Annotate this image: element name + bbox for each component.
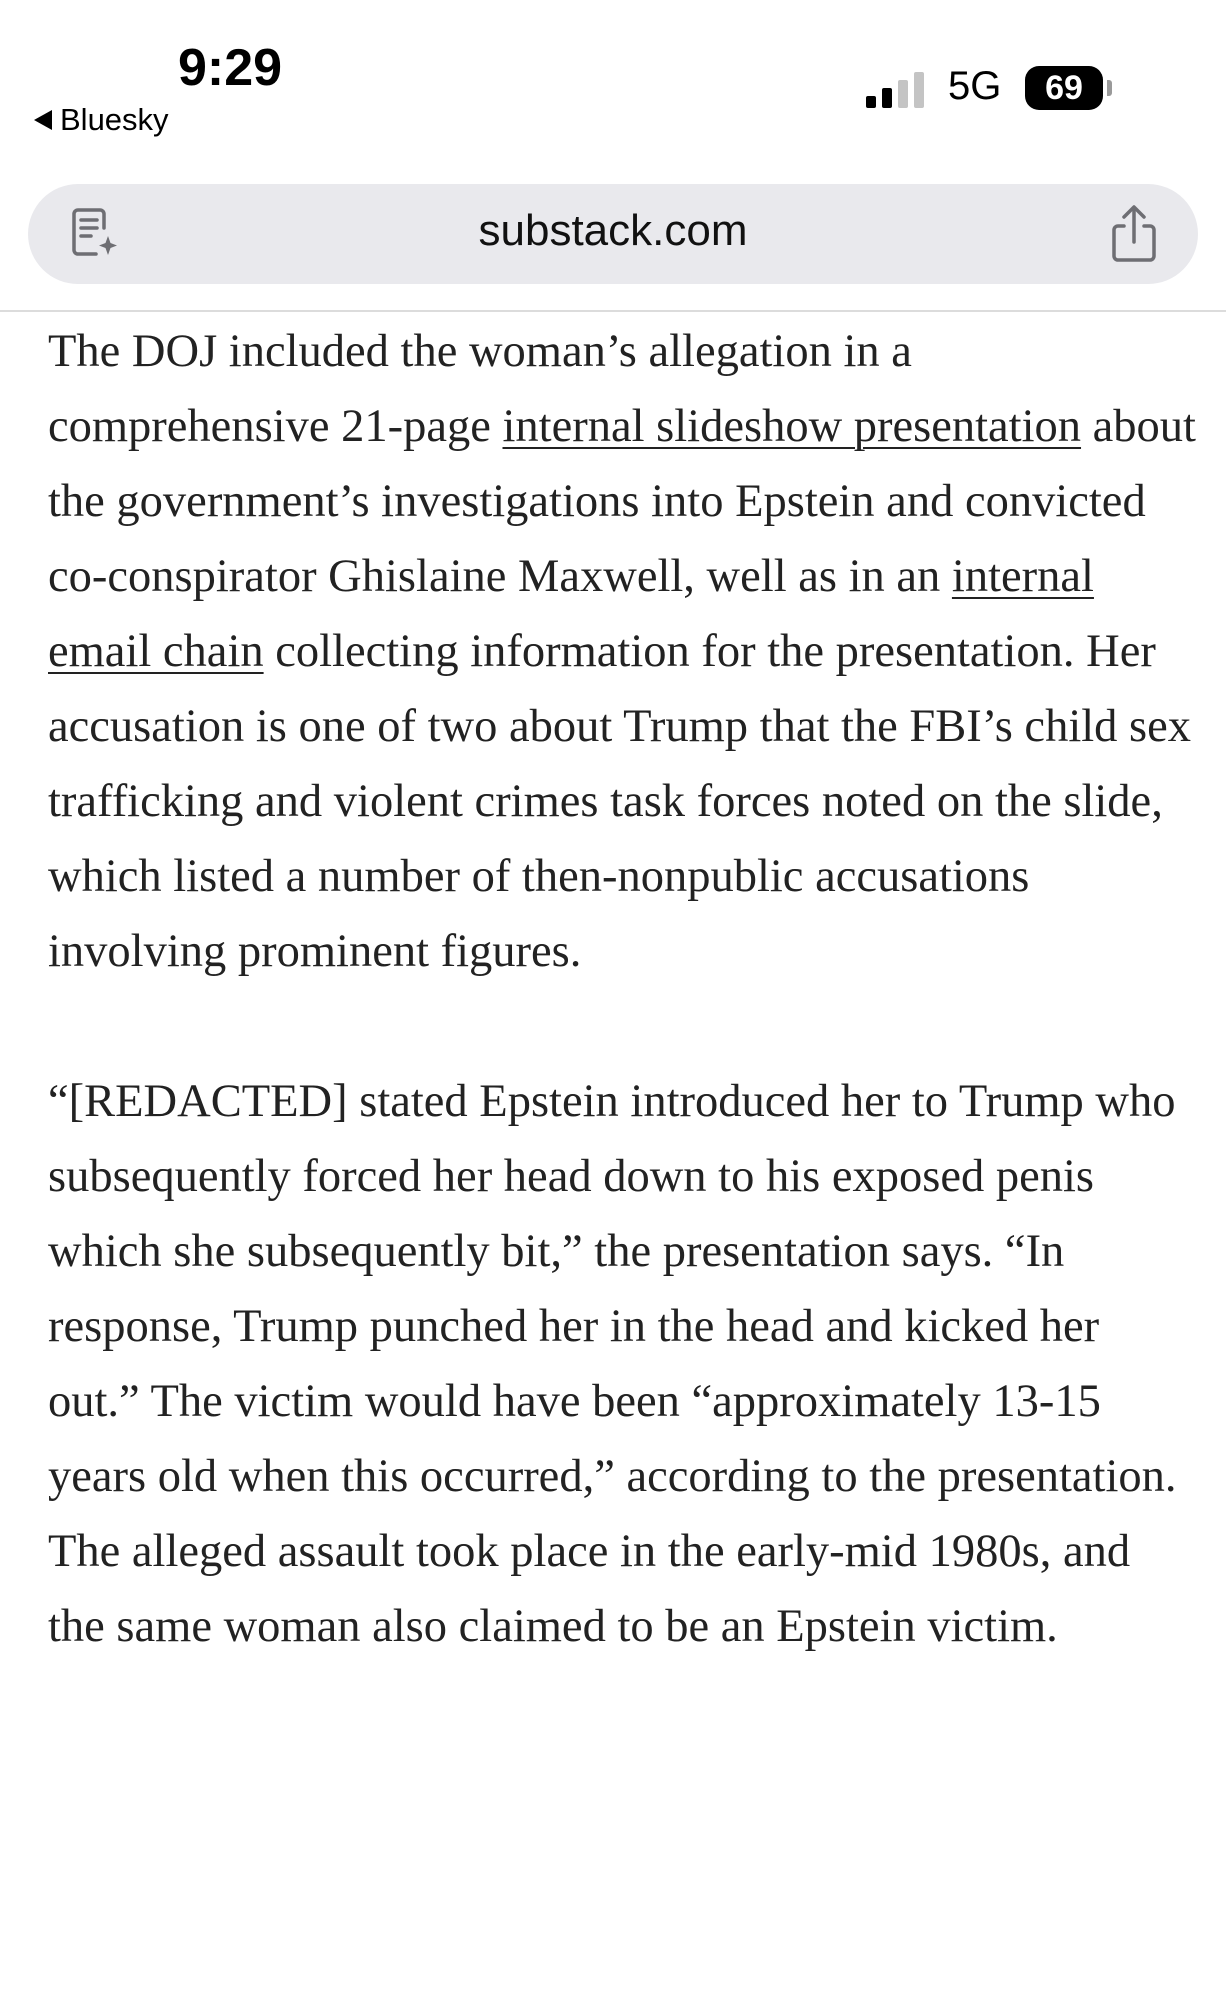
internal-slideshow-link[interactable]: internal slideshow presentation: [502, 401, 1082, 452]
address-bar[interactable]: [28, 184, 1198, 284]
back-arrow-icon: [34, 110, 52, 130]
article-paragraph: [48, 314, 1198, 989]
battery-cap: [1107, 80, 1112, 96]
share-icon[interactable]: [1106, 204, 1162, 264]
status-time: 9:29: [178, 39, 283, 97]
article-paragraph: “[REDACTED] stated Epstein introduced her to Trump who subsequently forced her head down to his exposed penis which she subsequently bit,” the presentation says. “In response, Trump punched her in the head and kicked her out.” The victim would have been “approximately 13-15 years old when this occurred,” according to the presentation. The alleged assault took place in the early-mid 1980s, and the same woman also claimed to be an Epstein victim.: [48, 1076, 1177, 1652]
header-divider: [0, 310, 1226, 312]
internal-email-chain-link[interactable]: internal email chain: [48, 551, 1094, 677]
back-app-label: Bluesky: [60, 102, 169, 137]
status-bar: [0, 0, 1226, 170]
article-body: [48, 314, 1198, 1664]
back-to-app-button[interactable]: [34, 102, 169, 138]
battery-level: 69: [1045, 68, 1083, 107]
paragraph-text: collecting information for the presentation. Her accusation is one of two about Trump that the FBI’s child sex trafficking and violent crimes task forces noted on the slide, which listed a number of then-nonpublic accusations involving prominent figures.: [48, 626, 1192, 977]
paragraph-text: about the government’s investigations into Epstein and convicted co-conspirator Ghislaine Maxwell, well as in an: [48, 401, 1196, 602]
signal-strength-icon: [866, 72, 930, 108]
url-text[interactable]: substack.com: [478, 206, 748, 255]
battery-indicator: [1025, 66, 1103, 110]
paragraph-text: The DOJ included the woman’s allegation in a comprehensive 21-page: [48, 326, 912, 452]
network-type: 5G: [948, 64, 1002, 108]
